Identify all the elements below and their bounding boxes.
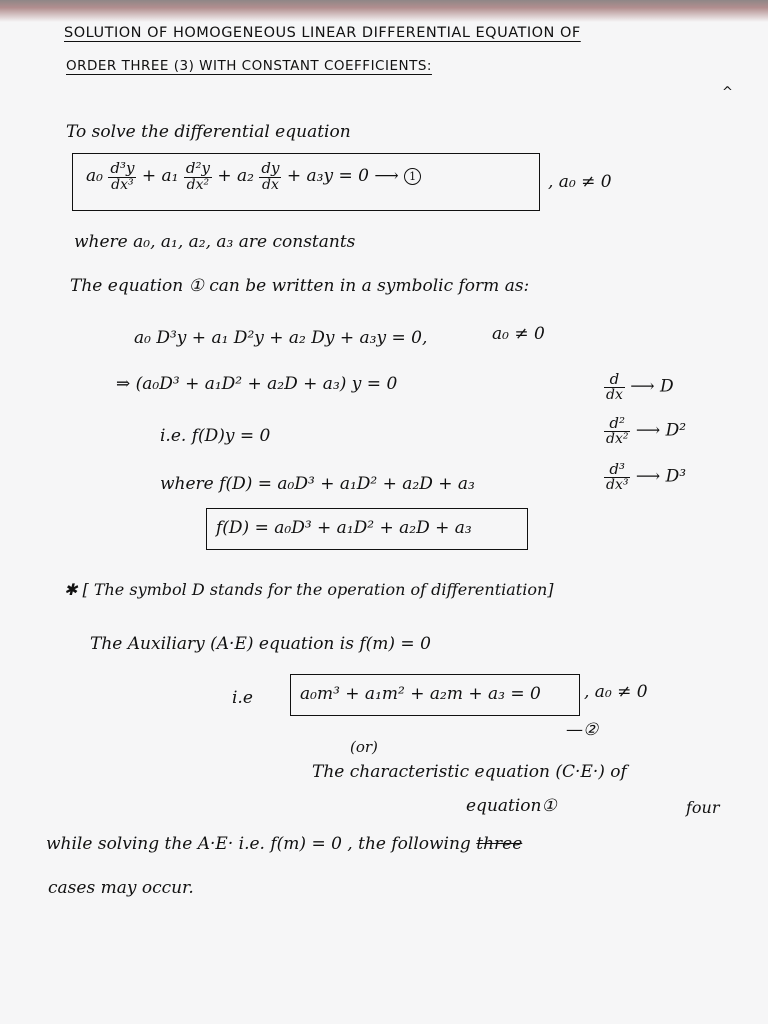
op-result: ⟶ D³ [635, 466, 687, 487]
eq1-dy-dx [259, 160, 281, 193]
or-text: (or) [350, 738, 378, 756]
where-fd: where f(D) = a₀D³ + a₁D² + a₂D + a₃ [160, 474, 475, 494]
frac-den: dx [606, 387, 623, 403]
frac-den: dx² [186, 176, 210, 193]
ie-fd: i.e. f(D)y = 0 [160, 426, 271, 446]
eq1-a0: a₀ [86, 165, 103, 186]
caret-mark: ^ [722, 85, 734, 100]
correction-four: four [686, 798, 720, 817]
symbolic-eq-1-cond: a₀ ≠ 0 [492, 324, 545, 344]
struck-word: three [476, 834, 523, 854]
ie-label: i.e [232, 688, 253, 708]
characteristic-eq-line-1: The characteristic equation (C·E·) of [312, 762, 627, 782]
eq1-condition: , a₀ ≠ 0 [548, 172, 612, 192]
title-line-2: ORDER THREE (3) WITH CONSTANT COEFFICIENTS: [66, 58, 432, 74]
frac-num: d²y [185, 159, 210, 177]
cases-line: cases may occur. [48, 878, 194, 898]
frac-num: dy [261, 159, 280, 177]
while-text: while solving the A·E· i.e. f(m) = 0 , the following [46, 834, 471, 854]
frac-den: dx [262, 176, 279, 193]
equation-1 [86, 160, 421, 193]
eq1-d2y-dx2 [184, 160, 212, 193]
eq1-label: 1 [404, 168, 421, 185]
aux-boxed-eq: a₀m³ + a₁m² + a₂m + a₃ = 0 [300, 684, 541, 704]
op-frac [604, 462, 630, 492]
side-op-2 [604, 416, 686, 446]
eq1-a1: + a₁ [141, 165, 179, 186]
side-op-1 [604, 372, 674, 402]
characteristic-eq-line-2: equation① [466, 796, 557, 816]
frac-num: d² [604, 416, 630, 432]
while-solving-line [46, 836, 522, 853]
fd-boxed-eq: f(D) = a₀D³ + a₁D² + a₂D + a₃ [216, 518, 472, 538]
intro-text: To solve the differential equation [66, 122, 351, 142]
symbol-note: ✱ [ The symbol D stands for the operation of differentiation] [64, 580, 554, 599]
frac-num: d³ [604, 462, 630, 478]
op-result: ⟶ D² [635, 420, 687, 441]
symbolic-eq-2: ⇒ (a₀D³ + a₁D² + a₂D + a₃) y = 0 [116, 374, 398, 394]
title-line-1: SOLUTION OF HOMOGENEOUS LINEAR DIFFERENTIAL EQUATION OF [64, 25, 581, 41]
auxiliary-intro: The Auxiliary (A·E) equation is f(m) = 0 [90, 634, 431, 654]
op-frac [604, 416, 630, 446]
eq1-tail: + a₃y = 0 ⟶ [286, 165, 399, 186]
eq1-a2: + a₂ [217, 165, 254, 186]
frac-den: dx² [606, 431, 629, 447]
symbolic-eq-1: a₀ D³y + a₁ D²y + a₂ Dy + a₃y = 0, [134, 328, 428, 348]
frac-den: dx³ [606, 477, 629, 493]
eq1-d3y-dx3 [108, 160, 136, 193]
op-frac [604, 372, 625, 402]
frac-num: d [604, 372, 625, 388]
frac-den: dx³ [111, 176, 134, 193]
symbolic-intro: The equation ① can be written in a symbolic form as: [70, 276, 530, 296]
op-result: ⟶ D [630, 376, 674, 397]
side-op-3 [604, 462, 686, 492]
frac-num: d³y [110, 159, 135, 177]
aux-eq-label: —② [566, 720, 599, 740]
where-constants: where a₀, a₁, a₂, a₃ are constants [74, 232, 356, 252]
aux-condition: , a₀ ≠ 0 [584, 682, 648, 702]
